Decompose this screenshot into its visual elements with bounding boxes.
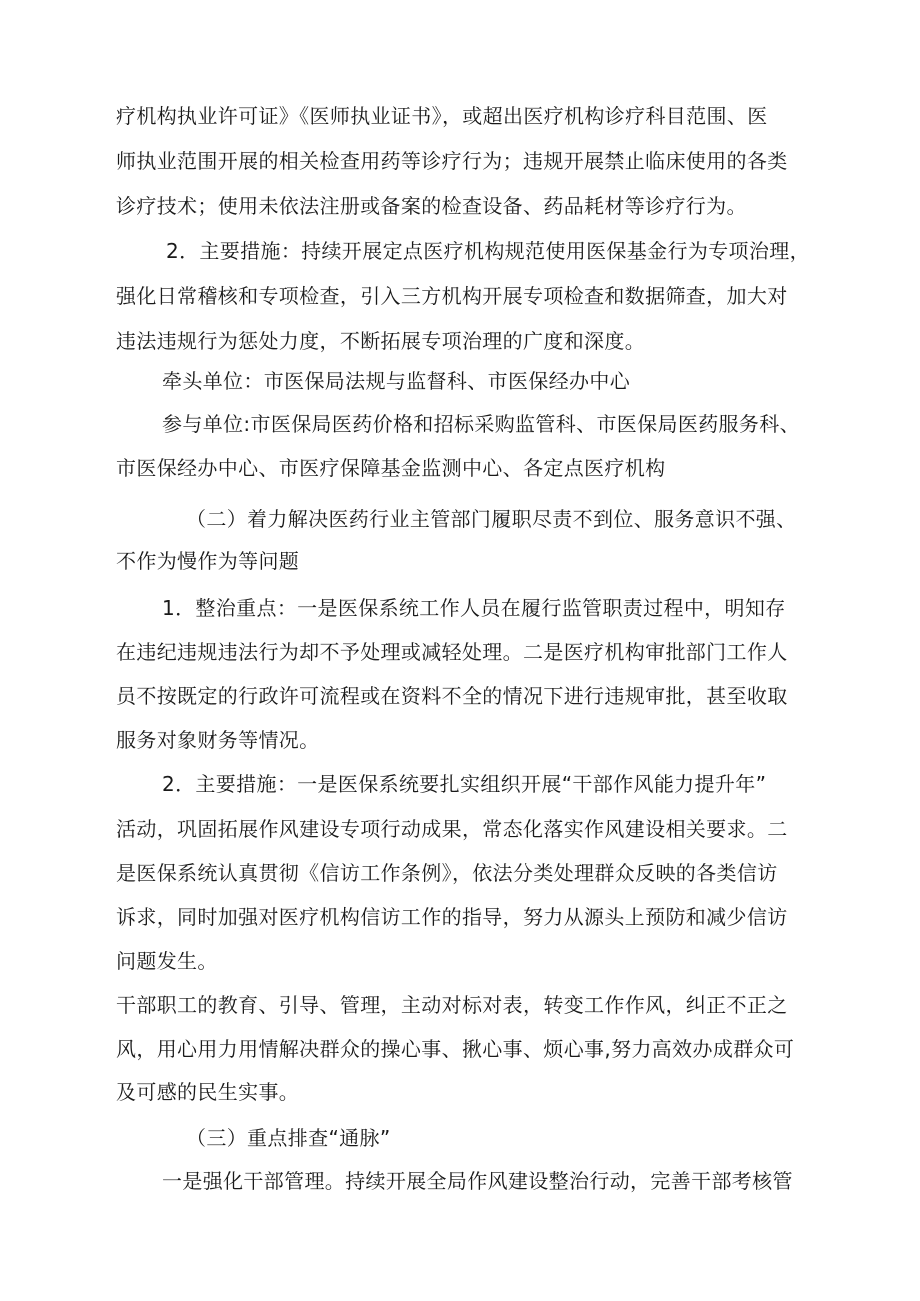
text-line: 是医保系统认真贯彻《信访工作条例》，依法分类处理群众反映的各类信访: [116, 861, 778, 885]
text-line: 师执业范围开展的相关检查用药等诊疗行为；违规开展禁止临床使用的各类: [116, 149, 788, 173]
text-line: 在违纪违规违法行为却不予处理或减轻处理。二是医疗机构审批部门工作人: [116, 640, 788, 664]
text-line: 问题发生。: [116, 949, 218, 973]
text-line: 市医保经办中心、市医疗保障基金监测中心、各定点医疗机构: [116, 456, 666, 480]
text-line: 疗机构执业许可证》《医师执业证书》，或超出医疗机构诊疗科目范围、医: [116, 104, 768, 128]
text-line: 服务对象财务等情况。: [116, 728, 320, 752]
text-line: 及可感的民生实事。: [116, 1080, 300, 1104]
text-line: 诉求，同时加强对医疗机构信访工作的指导，努力从源头上预防和减少信访: [116, 905, 788, 929]
text-line: 强化日常稽核和专项检查，引入三方机构开展专项检查和数据筛查，加大对: [116, 284, 788, 308]
text-line: 风，用心用力用情解决群众的操心事、揪心事、烦心事,努力高效办成群众可: [116, 1037, 795, 1061]
text-line: 一是强化干部管理。持续开展全局作风建设整治行动，完善干部考核管: [162, 1169, 793, 1193]
text-line: 诊疗技术；使用未依法注册或备案的检查设备、药品耗材等诊疗行为。: [116, 194, 747, 218]
section-heading: 不作为慢作为等问题: [116, 549, 300, 573]
section-heading: （二）着力解决医药行业主管部门履职尽责不到位、服务意识不强、: [186, 507, 797, 531]
text-line: 1．整治重点：一是医保系统工作人员在履行监管职责过程中，明知存: [162, 596, 786, 620]
text-line: 违法违规行为惩处力度，不断拓展专项治理的广度和深度。: [116, 329, 646, 353]
text-line: 参与单位:市医保局医药价格和招标采购监管科、市医保局医药服务科、: [162, 412, 800, 436]
text-line: 2．主要措施：一是医保系统要扎实组织开展“干部作风能力提升年”: [162, 772, 767, 796]
text-line: 2．主要措施：持续开展定点医疗机构规范使用医保基金行为专项治理，: [166, 239, 810, 263]
text-line: 活动，巩固拓展作风建设专项行动成果，常态化落实作风建设相关要求。二: [116, 817, 788, 841]
text-line: 牵头单位：市医保局法规与监督科、市医保经办中心: [162, 369, 631, 393]
section-heading: （三）重点排查“通脉”: [186, 1126, 391, 1150]
text-line: 干部职工的教育、引导、管理，主动对标对表，转变工作作风，纠正不正之: [116, 993, 788, 1017]
text-line: 员不按既定的行政许可流程或在资料不全的情况下进行违规审批，甚至收取: [116, 684, 788, 708]
